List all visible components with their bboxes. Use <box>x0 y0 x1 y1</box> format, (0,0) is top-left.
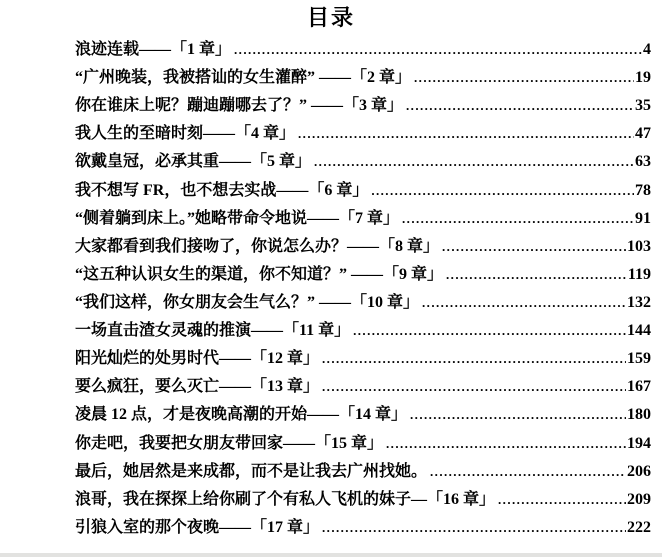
toc-entry <box>75 36 651 64</box>
toc-entry <box>75 120 651 148</box>
toc-entry-title: 你走吧，我要把女朋友带回家——「15 章」 <box>75 434 384 452</box>
toc-entry-page-number: 132 <box>627 293 651 311</box>
page-title: 目录 <box>306 5 355 30</box>
toc-entry <box>75 289 651 317</box>
toc-entry <box>75 205 651 233</box>
dot-leader <box>446 261 627 289</box>
toc-entry-title: “这五种认识女生的渠道，你不知道？” ——「9 章」 <box>75 265 444 283</box>
toc-entry <box>75 345 651 373</box>
toc-entry-page-number: 206 <box>627 462 651 480</box>
toc-entry-page-number: 35 <box>635 97 651 115</box>
dot-leader <box>371 177 634 205</box>
toc-entry-title: 我不想写 FR，也不想去实战——「6 章」 <box>75 181 369 199</box>
toc-entry-title: 浪迹连载——「1 章」 <box>75 41 232 58</box>
toc-entry-page-number: 103 <box>627 237 651 255</box>
toc-entry-page-number: 222 <box>627 518 651 536</box>
dot-leader <box>322 373 626 401</box>
toc-entry <box>75 261 651 289</box>
toc-entry <box>75 92 651 120</box>
toc-entry <box>75 430 651 458</box>
toc-entry-title: 欲戴皇冠，必承其重——「5 章」 <box>75 153 312 171</box>
toc-entry <box>75 177 651 205</box>
dot-leader <box>353 317 626 345</box>
toc-entry-page-number: 47 <box>635 125 651 143</box>
toc-entry <box>75 317 651 345</box>
toc-entry-page-number: 91 <box>635 209 651 227</box>
toc-entry-title: 你在谁床上呢？蹦迪蹦哪去了？” ——「3 章」 <box>75 97 404 115</box>
dot-leader <box>430 458 626 486</box>
toc-entry-page-number: 209 <box>627 490 651 508</box>
dot-leader <box>386 430 626 458</box>
dot-leader <box>402 205 634 233</box>
toc-entry <box>75 401 651 429</box>
toc-entry <box>75 458 651 486</box>
toc-entry <box>75 514 651 542</box>
toc-entry <box>75 64 651 92</box>
toc-entry-title: 阳光灿烂的处男时代——「12 章」 <box>75 350 320 368</box>
toc-entry-title: 一场直击渣女灵魂的推演——「11 章」 <box>75 322 351 340</box>
dot-leader <box>414 64 634 92</box>
dot-leader <box>322 345 626 373</box>
toc-entry-title: 凌晨 12 点，才是夜晚高潮的开始——「14 章」 <box>75 406 408 424</box>
dot-leader <box>498 486 626 514</box>
toc-entry-page-number: 144 <box>627 322 651 340</box>
toc-entry-page-number: 167 <box>627 378 651 396</box>
toc-list <box>75 36 651 542</box>
toc-entry <box>75 233 651 261</box>
toc-entry-title: 引狼入室的那个夜晚——「17 章」 <box>75 518 320 536</box>
toc-entry-title: “广州晚装，我被搭讪的女生灌醉” ——「2 章」 <box>75 69 412 87</box>
toc-entry-page-number: 180 <box>627 406 651 424</box>
toc-entry <box>75 148 651 176</box>
dot-leader <box>314 148 634 176</box>
toc-entry-page-number: 19 <box>635 69 651 87</box>
toc-entry-title: 大家都看到我们接吻了，你说怎么办？——「8 章」 <box>75 237 440 255</box>
dot-leader <box>410 401 626 429</box>
toc-entry-page-number: 159 <box>627 350 651 368</box>
toc-entry-page-number: 63 <box>635 153 651 171</box>
dot-leader <box>298 120 634 148</box>
toc-entry <box>75 373 651 401</box>
bottom-separator <box>0 553 662 557</box>
toc-entry-title: “我们这样，你女朋友会生气么？” ——「10 章」 <box>75 293 420 311</box>
toc-entry-page-number: 119 <box>627 265 651 283</box>
toc-entry-title: “侧着躺到床上。”她略带命令地说——「7 章」 <box>75 209 400 227</box>
toc-entry-title: 浪哥，我在探探上给你刷了个有私人飞机的妹子—「16 章」 <box>75 490 496 508</box>
toc-entry-title: 要么疯狂，要么灭亡——「13 章」 <box>75 378 320 396</box>
toc-entry-title: 我人生的至暗时刻——「4 章」 <box>75 125 296 143</box>
toc-entry-page-number: 78 <box>635 181 651 199</box>
dot-leader <box>322 514 626 542</box>
dot-leader <box>234 36 642 64</box>
toc-entry-page-number: 4 <box>643 41 651 58</box>
dot-leader <box>442 233 626 261</box>
toc-entry-title: 最后，她居然是来成都，而不是让我去广州找她。 <box>75 462 428 480</box>
dot-leader <box>406 92 634 120</box>
toc-entry <box>75 486 651 514</box>
toc-entry-page-number: 194 <box>627 434 651 452</box>
dot-leader <box>422 289 626 317</box>
